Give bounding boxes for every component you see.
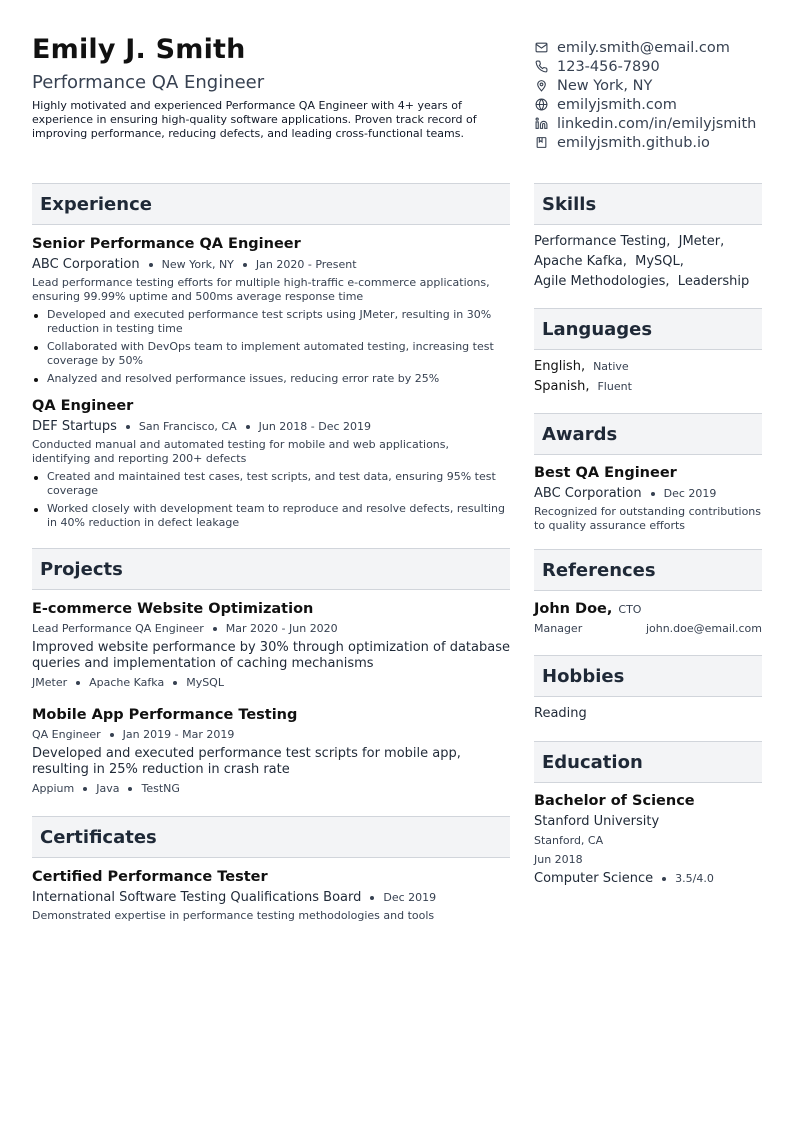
- language-item: [534, 357, 762, 377]
- reference-title: CTO: [618, 603, 642, 616]
- experience-meta: [32, 417, 510, 436]
- education-item: [534, 791, 762, 888]
- reference-item: [534, 599, 762, 637]
- reference-email[interactable]: john.doe@email.com: [645, 622, 762, 635]
- education-heading: Education: [534, 741, 762, 783]
- awards-heading: Awards: [534, 413, 762, 455]
- certificates-heading: Certificates: [32, 816, 510, 858]
- contact-website[interactable]: [534, 95, 784, 114]
- project-role: QA Engineer: [32, 728, 101, 741]
- project-tag: Appium: [32, 782, 75, 795]
- skills-line: Performance Testing, JMeter,: [534, 234, 725, 249]
- experience-location: New York, NY: [161, 258, 234, 271]
- certificate-date: Dec 2019: [383, 891, 437, 904]
- certificate-item: [32, 867, 510, 923]
- project-role: Lead Performance QA Engineer: [32, 622, 204, 635]
- award-meta: [534, 484, 762, 503]
- experience-bullets: [32, 308, 510, 386]
- experience-item: [32, 234, 510, 386]
- experience-bullet: Collaborated with DevOps team to implement automated testing, increasing test coverage by 50%: [32, 340, 510, 368]
- projects-heading: Projects: [32, 548, 510, 590]
- education-date: Jun 2018: [534, 853, 583, 866]
- contact-github[interactable]: [534, 133, 784, 152]
- main-column: [32, 183, 510, 923]
- languages-list: [534, 357, 762, 397]
- experience-summary: Conducted manual and automated testing for mobile and web applications, identifying and reporting 200+ defects: [32, 438, 449, 465]
- education-school: Stanford University: [534, 814, 660, 829]
- skills-line: Agile Methodologies, Leadership: [534, 274, 750, 289]
- experience-company: DEF Startups: [32, 419, 117, 434]
- contact-location: [534, 76, 784, 95]
- experience-bullet: Analyzed and resolved performance issues, reducing error rate by 25%: [32, 372, 510, 386]
- separator-dot: [243, 263, 247, 267]
- project-name: Mobile App Performance Testing: [32, 707, 298, 723]
- project-tag: Java: [96, 782, 120, 795]
- skills-heading: Skills: [534, 183, 762, 225]
- project-meta: [32, 727, 510, 743]
- experience-position: Senior Performance QA Engineer: [32, 236, 301, 252]
- candidate-name: Emily J. Smith: [32, 34, 246, 65]
- separator-dot: [83, 787, 87, 791]
- separator-dot: [149, 263, 153, 267]
- language-name: English,: [534, 359, 586, 374]
- contact-location-text: New York, NY: [557, 77, 653, 94]
- resume-header: [32, 32, 512, 141]
- reference-name: John Doe,: [534, 601, 613, 617]
- experience-bullet: Developed and executed performance test scripts using JMeter, resulting in 30% reduction in testing time: [32, 308, 510, 336]
- skills-line: Apache Kafka, MySQL,: [534, 254, 684, 269]
- award-description: Recognized for outstanding contributions to quality assurance efforts: [534, 505, 762, 532]
- hobbies-list: [534, 704, 762, 724]
- award-item: [534, 463, 762, 533]
- award-name: Best QA Engineer: [534, 465, 677, 481]
- location-pin-icon: [534, 79, 548, 93]
- experience-item: [32, 396, 510, 530]
- contact-email-text: emily.smith@email.com: [557, 39, 730, 56]
- certificate-issuer: International Software Testing Qualifications Board: [32, 890, 362, 905]
- project-item: [32, 599, 510, 691]
- experience-position: QA Engineer: [32, 398, 134, 414]
- project-tag: Apache Kafka: [89, 676, 165, 689]
- contact-email[interactable]: [534, 38, 784, 57]
- reference-header: [534, 599, 762, 620]
- skills-list: [534, 232, 762, 292]
- separator-dot: [128, 787, 132, 791]
- project-tags: [32, 781, 510, 797]
- experience-bullets: [32, 470, 510, 530]
- experience-dates: Jan 2020 - Present: [255, 258, 357, 271]
- education-field-row: [534, 869, 762, 888]
- experience-location: San Francisco, CA: [138, 420, 237, 433]
- award-issuer: ABC Corporation: [534, 486, 642, 501]
- separator-dot: [246, 425, 250, 429]
- project-item: [32, 705, 510, 797]
- separator-dot: [110, 733, 114, 737]
- book-icon: [534, 136, 548, 150]
- project-dates: Mar 2020 - Jun 2020: [225, 622, 338, 635]
- experience-dates: Jun 2018 - Dec 2019: [258, 420, 372, 433]
- project-description: Developed and executed performance test scripts for mobile app, resulting in 25% reduction in crash rate: [32, 746, 461, 777]
- language-item: [534, 377, 762, 397]
- mail-icon: [534, 41, 548, 55]
- project-tags: [32, 675, 510, 691]
- language-level: Fluent: [597, 380, 632, 393]
- experience-bullet: Created and maintained test cases, test scripts, and test data, ensuring 95% test coverage: [32, 470, 510, 498]
- education-field: Computer Science: [534, 871, 654, 886]
- contact-github-text: emilyjsmith.github.io: [557, 134, 710, 151]
- candidate-role: Performance QA Engineer: [32, 72, 265, 93]
- education-location: Stanford, CA: [534, 834, 604, 847]
- separator-dot: [126, 425, 130, 429]
- separator-dot: [173, 681, 177, 685]
- experience-summary: Lead performance testing efforts for multiple high-traffic e-commerce applications, ensuring 99.99% uptime and 500ms average response time: [32, 276, 490, 303]
- experience-heading: Experience: [32, 183, 510, 225]
- separator-dot: [370, 896, 374, 900]
- contact-website-text: emilyjsmith.com: [557, 96, 677, 113]
- contact-phone-text: 123-456-7890: [557, 58, 660, 75]
- contact-linkedin[interactable]: [534, 114, 784, 133]
- project-meta: [32, 621, 510, 637]
- hobbies-heading: Hobbies: [534, 655, 762, 697]
- certificate-meta: [32, 888, 510, 907]
- phone-icon: [534, 60, 548, 74]
- separator-dot: [213, 627, 217, 631]
- experience-company: ABC Corporation: [32, 257, 140, 272]
- languages-heading: Languages: [534, 308, 762, 350]
- project-tag: MySQL: [186, 676, 224, 689]
- project-tag: JMeter: [32, 676, 68, 689]
- project-description: Improved website performance by 30% through optimization of database queries and implementation of caching mechanisms: [32, 640, 510, 671]
- contact-phone[interactable]: [534, 57, 784, 76]
- experience-bullet: Worked closely with development team to reproduce and resolve defects, resulting in 40% reduction in defect leakage: [32, 502, 510, 530]
- project-dates: Jan 2019 - Mar 2019: [122, 728, 235, 741]
- references-heading: References: [534, 549, 762, 591]
- language-name: Spanish,: [534, 379, 590, 394]
- award-date: Dec 2019: [663, 487, 717, 500]
- contact-linkedin-text: linkedin.com/in/emilyjsmith: [557, 115, 757, 132]
- separator-dot: [76, 681, 80, 685]
- project-name: E-commerce Website Optimization: [32, 601, 314, 617]
- reference-details: [534, 621, 762, 637]
- experience-meta: [32, 255, 510, 274]
- separator-dot: [662, 877, 666, 881]
- side-column: [534, 183, 762, 888]
- certificate-description: Demonstrated expertise in performance testing methodologies and tools: [32, 909, 435, 922]
- hobby-item: Reading: [534, 706, 587, 721]
- candidate-summary: Highly motivated and experienced Performance QA Engineer with 4+ years of experience in ensuring high-quality software applications. Proven track record of improving performance, reducing defects, and leading cross-functional teams.: [32, 99, 477, 140]
- reference-relation: Manager: [534, 622, 583, 635]
- separator-dot: [651, 492, 655, 496]
- education-degree: Bachelor of Science: [534, 793, 695, 809]
- linkedin-icon: [534, 117, 548, 131]
- language-level: Native: [593, 360, 629, 373]
- project-tag: TestNG: [141, 782, 180, 795]
- globe-icon: [534, 98, 548, 112]
- education-gpa: 3.5/4.0: [675, 872, 714, 885]
- contact-info: [534, 38, 784, 152]
- certificate-name: Certified Performance Tester: [32, 869, 268, 885]
